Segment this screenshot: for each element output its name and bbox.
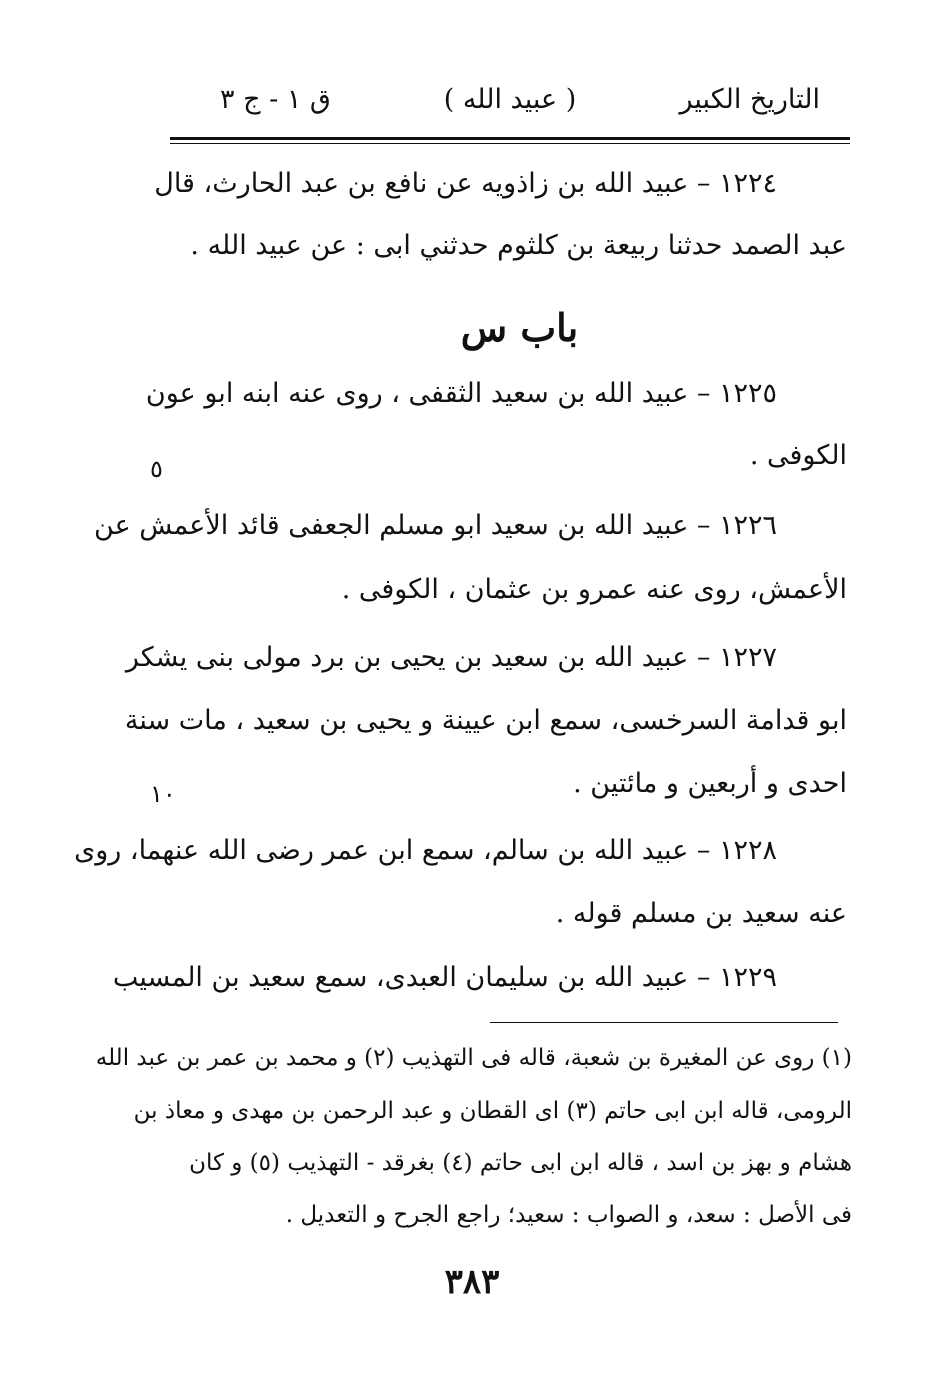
entry-1228-line2: عنه سعيد بن مسلم قوله . — [555, 898, 847, 929]
book-title: التاريخ الكبير — [679, 84, 820, 115]
margin-number-10: ١٠ — [150, 780, 176, 808]
header-rule-thin — [170, 143, 850, 144]
entry-1227-line3: احدى و أربعين و مائتين . — [573, 768, 847, 799]
footnote-separator — [490, 1022, 838, 1023]
entry-1226-line2: الأعمش، روى عنه عمرو بن عثمان ، الكوفى . — [341, 574, 847, 605]
entry-1225-line1: ١٢٢٥ – عبيد الله بن سعيد الثقفى ، روى عنه ابنه ابو عون — [145, 378, 777, 409]
entry-1227-line2: ابو قدامة السرخسى، سمع ابن عيينة و يحيى بن سعيد ، مات سنة — [124, 705, 847, 736]
footnote-line: فى الأصل : سعد، و الصواب : سعيد؛ راجع الجرح و التعديل . — [285, 1202, 852, 1228]
entry-1225-line2: الكوفى . — [749, 440, 847, 471]
footnote-line: الرومى، قاله ابن ابى حاتم (٣) اى القطان و عبد الرحمن بن مهدى و معاذ بن — [133, 1098, 852, 1124]
page-number: ٣٨٣ — [444, 1262, 500, 1302]
entry-1224-line2: عبد الصمد حدثنا ربيعة بن كلثوم حدثني ابى : عن عبيد الله . — [190, 230, 847, 261]
footnote-line: هشام و بهز بن اسد ، قاله ابن ابى حاتم (٤) بغرقد - التهذيب (٥) و كان — [189, 1150, 852, 1176]
entry-1227-line1: ١٢٢٧ – عبيد الله بن سعيد بن يحيى بن برد مولى بنى يشكر — [125, 642, 777, 673]
header-rule — [170, 137, 850, 140]
volume-label: ق ١ - ج ٣ — [220, 84, 331, 115]
entry-1226-line1: ١٢٢٦ – عبيد الله بن سعيد ابو مسلم الجعفى قائد الأعمش عن — [94, 510, 777, 541]
section-title: ( عبيد الله ) — [443, 84, 577, 115]
entry-1229-line1: ١٢٢٩ – عبيد الله بن سليمان العبدى، سمع سعيد بن المسيب — [112, 962, 777, 993]
margin-number-5: ٥ — [150, 455, 163, 483]
bab-heading: باب س — [460, 305, 579, 350]
footnote-line: (١) روى عن المغيرة بن شعبة، قاله فى التهذيب (٢) و محمد بن عمر بن عبد الله — [95, 1045, 852, 1071]
entry-1228-line1: ١٢٢٨ – عبيد الله بن سالم، سمع ابن عمر رضى الله عنهما، روى — [74, 835, 777, 866]
running-header — [170, 78, 850, 128]
entry-1224-line1: ١٢٢٤ – عبيد الله بن زاذويه عن نافع بن عبد الحارث، قال — [154, 168, 777, 199]
